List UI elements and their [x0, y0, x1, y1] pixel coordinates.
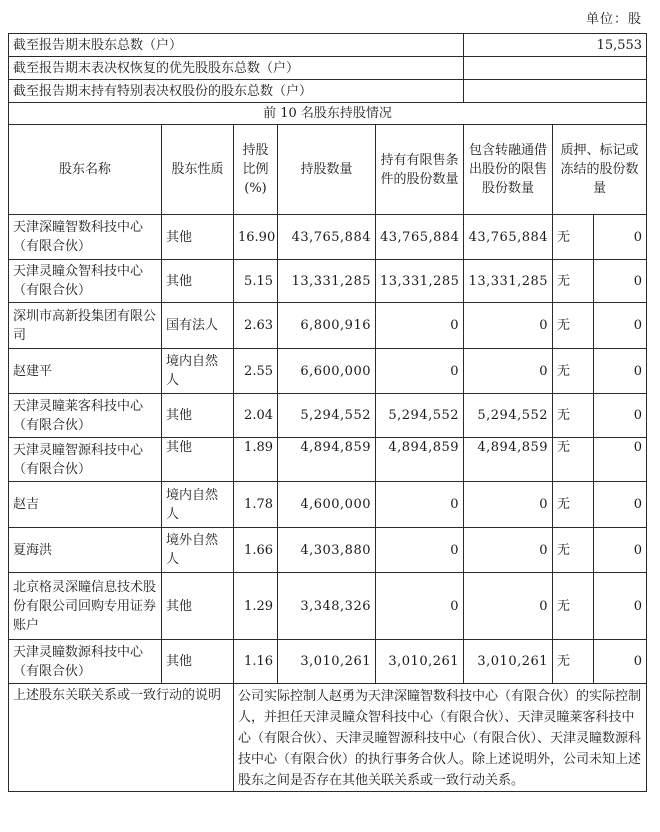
cell-name: 赵建平: [9, 349, 162, 394]
header-ratio: 持股比例(%): [234, 125, 278, 215]
cell-pledged: 0: [594, 394, 647, 438]
table-row: [9, 528, 647, 573]
cell-pledged: 0: [594, 349, 647, 394]
cell-lent: 4,894,859: [464, 438, 553, 482]
table-row: [9, 303, 647, 349]
table-row: [9, 215, 647, 260]
cell-ratio: 2.63: [234, 303, 278, 349]
cell-ratio: 1.16: [234, 640, 278, 684]
cell-nature: 其他: [162, 394, 234, 438]
table-row: [9, 349, 647, 394]
cell-nature: 境外自然人: [162, 528, 234, 573]
table-row: [9, 482, 647, 528]
cell-nature: 其他: [162, 260, 234, 303]
cell-status: 无: [553, 573, 594, 640]
cell-pledged: 0: [594, 640, 647, 684]
cell-ratio: 5.15: [234, 260, 278, 303]
cell-status: 无: [553, 640, 594, 684]
cell-restricted: 0: [376, 482, 464, 528]
cell-name: 天津灵瞳莱客科技中心（有限合伙）: [9, 394, 162, 438]
cell-name: 夏海洪: [9, 528, 162, 573]
cell-ratio: 2.04: [234, 394, 278, 438]
summary-value: [464, 80, 647, 103]
cell-shares: 4,600,000: [278, 482, 376, 528]
cell-status: 无: [553, 349, 594, 394]
section-title: 前 10 名股东持股情况: [9, 103, 647, 125]
cell-lent: 0: [464, 349, 553, 394]
cell-restricted: 0: [376, 303, 464, 349]
note-label: 上述股东关联关系或一致行动的说明: [9, 684, 234, 792]
header-row: [9, 125, 647, 215]
table-row: [9, 640, 647, 684]
header-lent: 包含转融通借出股份的限售股份数量: [464, 125, 553, 215]
cell-name: 赵吉: [9, 482, 162, 528]
cell-ratio: 1.66: [234, 528, 278, 573]
header-pledge: 质押、标记或冻结的股份数量: [553, 125, 647, 215]
cell-status: 无: [553, 394, 594, 438]
summary-value: [464, 57, 647, 80]
cell-lent: 43,765,884: [464, 215, 553, 260]
cell-nature: 境内自然人: [162, 482, 234, 528]
cell-ratio: 2.55: [234, 349, 278, 394]
cell-ratio: 1.78: [234, 482, 278, 528]
cell-name: 天津灵瞳智源科技中心（有限合伙）: [9, 438, 162, 482]
summary-value: 15,553: [464, 34, 647, 57]
cell-shares: 5,294,552: [278, 394, 376, 438]
cell-lent: 0: [464, 303, 553, 349]
cell-shares: 6,600,000: [278, 349, 376, 394]
cell-ratio: 1.29: [234, 573, 278, 640]
summary-row: [9, 80, 647, 103]
table-row: [9, 573, 647, 640]
summary-row: [9, 34, 647, 57]
cell-nature: 国有法人: [162, 303, 234, 349]
cell-restricted: 13,331,285: [376, 260, 464, 303]
cell-name: 深圳市高新投集团有限公司: [9, 303, 162, 349]
cell-shares: 3,348,326: [278, 573, 376, 640]
cell-restricted: 0: [376, 349, 464, 394]
cell-pledged: 0: [594, 215, 647, 260]
note-row: [9, 684, 647, 792]
cell-status: 无: [553, 438, 594, 482]
summary-row: [9, 57, 647, 80]
header-restricted: 持有有限售条件的股份数量: [376, 125, 464, 215]
cell-lent: 5,294,552: [464, 394, 553, 438]
cell-pledged: 0: [594, 482, 647, 528]
cell-nature: 境内自然人: [162, 349, 234, 394]
note-text: 公司实际控制人赵勇为天津深瞳智数科技中心（有限合伙）的实际控制人，并担任天津灵瞳众智科技中心（有限合伙）、天津灵瞳莱客科技中心（有限合伙）、天津灵瞳智源科技中心（有限合伙）、天津灵瞳数源科技中心（有限合伙）的执行事务合伙人。除上述说明外，公司未知上述股东之间是否存在其他关联关系或一致行动关系。: [234, 684, 647, 792]
cell-name: 天津灵瞳众智科技中心（有限合伙）: [9, 260, 162, 303]
cell-restricted: 4,894,859: [376, 438, 464, 482]
cell-restricted: 5,294,552: [376, 394, 464, 438]
cell-status: 无: [553, 528, 594, 573]
cell-lent: 13,331,285: [464, 260, 553, 303]
cell-restricted: 0: [376, 573, 464, 640]
cell-restricted: 3,010,261: [376, 640, 464, 684]
header-nature: 股东性质: [162, 125, 234, 215]
section-title-row: [9, 103, 647, 125]
cell-shares: 6,800,916: [278, 303, 376, 349]
cell-status: 无: [553, 303, 594, 349]
cell-pledged: 0: [594, 260, 647, 303]
summary-label: 截至报告期末表决权恢复的优先股股东总数（户）: [9, 57, 464, 80]
cell-shares: 3,010,261: [278, 640, 376, 684]
cell-ratio: 16.90: [234, 215, 278, 260]
cell-nature: 其他: [162, 438, 234, 482]
cell-name: 天津灵瞳数源科技中心（有限合伙）: [9, 640, 162, 684]
unit-label: 单位：股: [585, 12, 642, 27]
cell-name: 天津深瞳智数科技中心（有限合伙）: [9, 215, 162, 260]
table-row: [9, 394, 647, 438]
cell-status: 无: [553, 482, 594, 528]
cell-restricted: 0: [376, 528, 464, 573]
cell-lent: 0: [464, 482, 553, 528]
cell-name: 北京格灵深瞳信息技术股份有限公司回购专用证券账户: [9, 573, 162, 640]
cell-pledged: 0: [594, 303, 647, 349]
header-shares: 持股数量: [278, 125, 376, 215]
summary-label: 截至报告期末股东总数（户）: [9, 34, 464, 57]
cell-pledged: 0: [594, 528, 647, 573]
cell-pledged: 0: [594, 438, 647, 482]
cell-pledged: 0: [594, 573, 647, 640]
cell-restricted: 43,765,884: [376, 215, 464, 260]
cell-lent: 3,010,261: [464, 640, 553, 684]
header-name: 股东名称: [9, 125, 162, 215]
table-row: [9, 438, 647, 482]
cell-shares: 4,894,859: [278, 438, 376, 482]
cell-status: 无: [553, 215, 594, 260]
cell-nature: 其他: [162, 640, 234, 684]
cell-shares: 4,303,880: [278, 528, 376, 573]
cell-shares: 13,331,285: [278, 260, 376, 303]
cell-ratio: 1.89: [234, 438, 278, 482]
cell-status: 无: [553, 260, 594, 303]
cell-nature: 其他: [162, 573, 234, 640]
table-row: [9, 260, 647, 303]
cell-lent: 0: [464, 573, 553, 640]
cell-lent: 0: [464, 528, 553, 573]
summary-label: 截至报告期末持有特别表决权股份的股东总数（户）: [9, 80, 464, 103]
shareholder-table: [8, 33, 647, 792]
cell-nature: 其他: [162, 215, 234, 260]
cell-shares: 43,765,884: [278, 215, 376, 260]
